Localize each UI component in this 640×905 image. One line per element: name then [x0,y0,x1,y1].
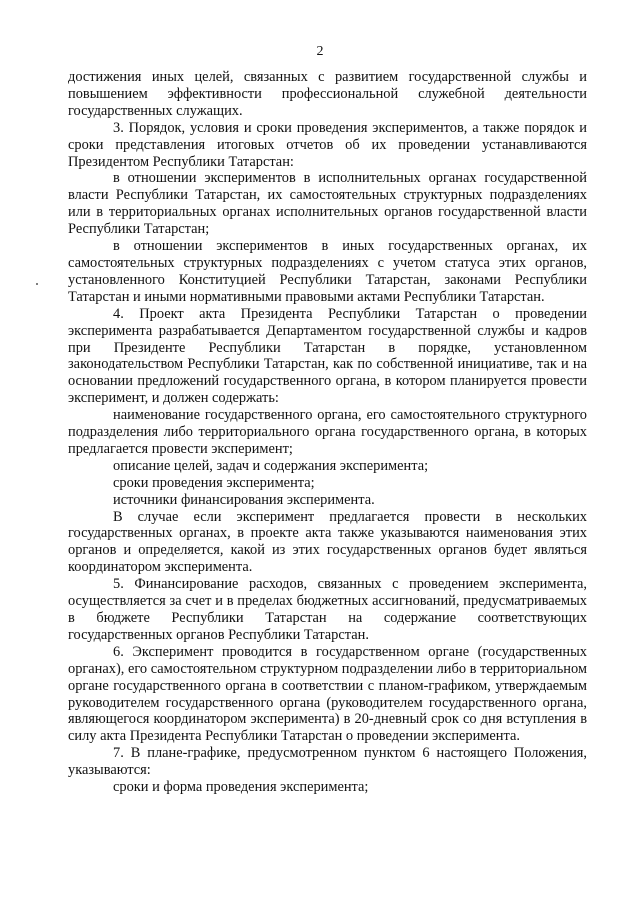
document-body [68,69,587,796]
page-number: 2 [316,44,324,59]
paragraph: 4. Проект акта Президента Республики Татарстан о проведении эксперимента разрабатывается Департаментом государственной службы и кадров при Президенте Республики Татарстан в порядке, установленном законодательством Республики Татарстан, как по собственной инициативе, так и на основании предложений государственного органа, в котором планируется провести эксперимент, и должен содержать: [68,305,587,407]
paragraph: в отношении экспериментов в иных государственных органах, их самостоятельных структурных подразделениях с учетом статуса этих органов, установленного Конституцией Республики Татарстан, законами Республики Татарстан и иными нормативными правовыми актами Республики Татарстан. [68,238,587,305]
paragraph: сроки проведения эксперимента; [113,474,315,491]
paragraph: 7. В плане-графике, предусмотренном пунктом 6 настоящего Положения, указываются: [68,745,587,779]
paragraph: В случае если эксперимент предлагается провести в нескольких государственных органах, в проекте акта также указываются наименования этих органов и определяется, какой из этих государственных органов будет являться координатором эксперимента. [68,508,587,576]
paragraph: источники финансирования эксперимента. [113,491,375,508]
paragraph: достижения иных целей, связанных с развитием государственной службы и повышением эффективности профессиональной служебной деятельности государственных служащих. [68,69,587,119]
paragraph: наименование государственного органа, его самостоятельного структурного подразделения либо территориального органа государственного органа, в которых предлагается провести эксперимент; [68,407,587,457]
paragraph: описание целей, задач и содержания эксперимента; [113,457,429,474]
paragraph: 3. Порядок, условия и сроки проведения экспериментов, а также порядок и сроки представления итоговых отчетов об их проведении устанавливаются Президентом Республики Татарстан: [68,119,587,170]
paragraph: сроки и форма проведения эксперимента; [113,779,369,796]
paragraph: 5. Финансирование расходов, связанных с проведением эксперимента, осуществляется за счет и в пределах бюджетных ассигнований, предусматриваемых в бюджете Республики Татарстан на содержание соответствующих государственных органов Республики Татарстан. [68,576,587,643]
paragraph: 6. Эксперимент проводится в государственном органе (государственных органах), его самостоятельном структурном подразделении либо в территориальном органе государственного органа в соответствии с планом-графиком, утверждаемым руководителем государственного органа (руководителем государственного органа, являющегося координатором эксперимента) в 20-дневный срок со дня вступления в силу акта Президента Республики Татарстан о проведении эксперимента. [68,643,587,745]
paragraph: в отношении экспериментов в исполнительных органах государственной власти Республики Татарстан, их самостоятельных структурных подразделениях или в территориальных органах исполнительных органов государственной власти Республики Татарстан; [68,170,587,238]
margin-mark [36,283,38,285]
